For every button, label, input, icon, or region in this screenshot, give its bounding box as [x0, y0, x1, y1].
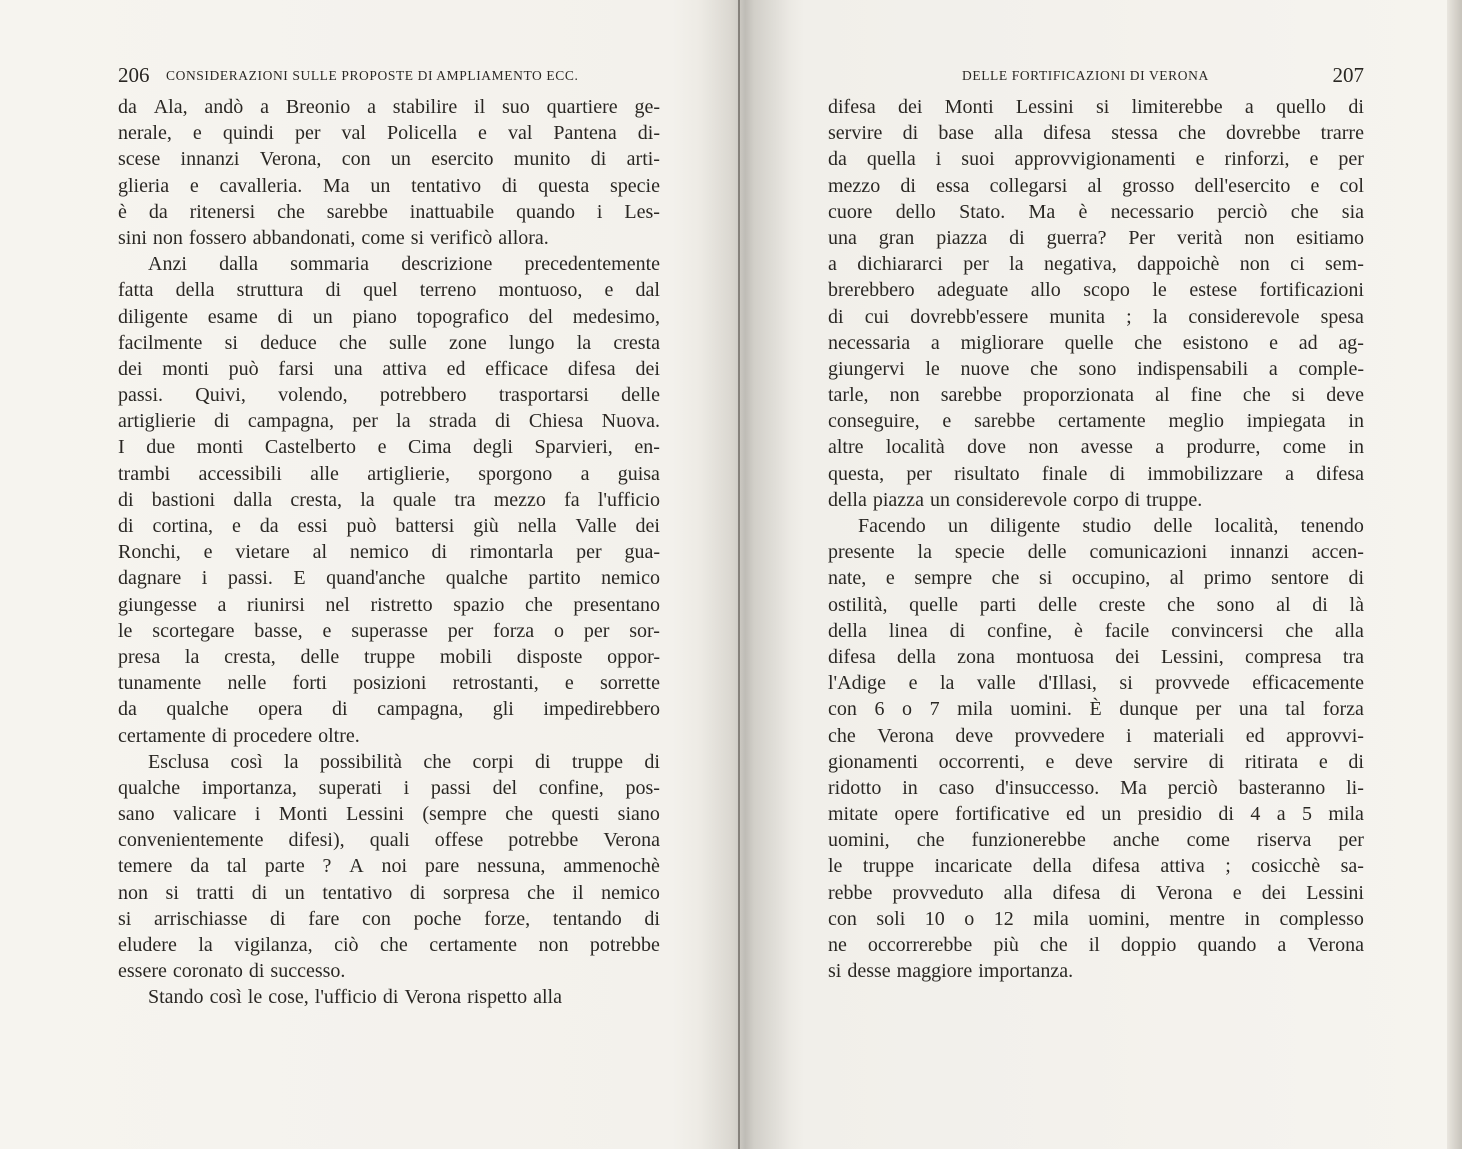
- text-line: cuore dello Stato. Ma è necessario perciò che sia: [828, 200, 1364, 223]
- text-line: conseguire, e sarebbe certamente meglio impiegata in: [828, 410, 1364, 433]
- left-page-header: [118, 63, 660, 88]
- text-line: necessaria a migliorare quelle che esistono e ad ag-: [828, 331, 1364, 354]
- text-line: da quella i suoi approvvigionamenti e rinforzi, e per: [828, 148, 1364, 171]
- text-line: diligente esame di un piano topografico del medesimo,: [118, 305, 660, 328]
- text-line: uomini, che funzionerebbe anche come riserva per: [828, 829, 1364, 852]
- text-line: altre località dove non avesse a produrre, come in: [828, 436, 1364, 459]
- right-page-header: [828, 63, 1364, 88]
- text-line: Esclusa così la possibilità che corpi di truppe di: [148, 750, 660, 773]
- text-line: a dichiararci per la negativa, dappoichè non ci sem-: [828, 253, 1364, 276]
- text-line: giungesse a riunirsi nel ristretto spazio che presentano: [118, 593, 660, 616]
- text-line: Anzi dalla sommaria descrizione precedentemente: [148, 253, 660, 276]
- text-line: difesa della zona montuosa dei Lessini, compresa tra: [828, 645, 1364, 668]
- book-gutter: [738, 0, 740, 1149]
- text-line: eludere la vigilanza, ciò che certamente non potrebbe: [118, 934, 660, 956]
- text-line: da qualche opera di campagna, gli impedirebbero: [118, 698, 660, 721]
- text-line: sini non fossero abbandonati, come si verificò allora.: [118, 226, 549, 249]
- page-edge-shadow: [1447, 0, 1462, 1149]
- text-line: convenientemente difesi), quali offese potrebbe Verona: [118, 829, 660, 852]
- text-line: è da ritenersi che sarebbe inattuabile quando i Les-: [118, 200, 660, 223]
- page-number: 207: [1332, 63, 1364, 87]
- text-line: dei monti può farsi una attiva ed efficace difesa dei: [118, 357, 660, 380]
- text-line: difesa dei Monti Lessini si limiterebbe a quello di: [828, 96, 1364, 118]
- text-line: della piazza un considerevole corpo di truppe.: [828, 488, 1203, 511]
- text-line: dagnare i passi. E quand'anche qualche partito nemico: [118, 567, 660, 590]
- text-line: Ronchi, e vietare al nemico di rimontarla per gua-: [118, 541, 660, 564]
- text-line: con 6 o 7 mila uomini. È dunque per una tal forza: [828, 698, 1364, 721]
- text-line: Stando così le cose, l'ufficio di Verona rispetto alla: [148, 986, 562, 1009]
- page-number: 206: [118, 63, 150, 87]
- text-line: con soli 10 o 12 mila uomini, mentre in complesso: [828, 907, 1364, 930]
- text-line: ostilità, quelle parti delle creste che sono al di là: [828, 593, 1364, 616]
- text-line: presa la cresta, delle truppe mobili disposte oppor-: [118, 645, 660, 668]
- text-line: trambi accessibili alle artiglierie, sporgono a guisa: [118, 462, 660, 485]
- text-line: artiglierie di campagna, per la strada di Chiesa Nuova.: [118, 410, 660, 433]
- text-line: ridotto in caso d'insuccesso. Ma perciò basteranno li-: [828, 776, 1364, 799]
- text-line: mitate opere fortificative ed un presidio di 4 a 5 mila: [828, 803, 1364, 826]
- text-line: si arrischiasse di fare con poche forze, tentando di: [118, 907, 660, 930]
- text-line: brerebbero adeguate allo scopo le estese fortificazioni: [828, 279, 1364, 302]
- text-line: non si tratti di un tentativo di sorpresa che il nemico: [118, 881, 660, 904]
- text-line: da Ala, andò a Breonio a stabilire il suo quartiere ge-: [118, 96, 660, 118]
- text-line: facilmente si deduce che sulle zone lungo la cresta: [118, 331, 660, 354]
- gutter-shadow: [700, 0, 790, 1149]
- running-head: DELLE FORTIFICAZIONI DI VERONA: [962, 68, 1209, 83]
- text-line: che Verona deve provvedere i materiali ed approvvi-: [828, 724, 1364, 747]
- text-line: le truppe incaricate della difesa attiva ; cosicchè sa-: [828, 855, 1364, 878]
- text-line: le scortegare basse, e superasse per forza o per sor-: [118, 619, 660, 642]
- text-line: sano valicare i Monti Lessini (sempre che questi siano: [118, 803, 660, 826]
- text-line: una gran piazza di guerra? Per verità non esitiamo: [828, 226, 1364, 249]
- text-line: Facendo un diligente studio delle località, tenendo: [858, 515, 1364, 537]
- text-line: presente la specie delle comunicazioni innanzi accen-: [828, 541, 1364, 564]
- text-line: di cui dovrebb'essere munita ; la considerevole spesa: [828, 305, 1364, 328]
- text-line: l'Adige e la valle d'Illasi, si provvede efficacemente: [828, 672, 1364, 695]
- text-line: rebbe provveduto alla difesa di Verona e dei Lessini: [828, 881, 1364, 904]
- text-line: nerale, e quindi per val Policella e val Pantena di-: [118, 122, 660, 145]
- text-line: scese innanzi Verona, con un esercito munito di arti-: [118, 148, 660, 171]
- text-line: essere coronato di successo.: [118, 960, 346, 983]
- running-head: CONSIDERAZIONI SULLE PROPOSTE DI AMPLIAMENTO ECC.: [166, 68, 579, 83]
- text-line: certamente di procedere oltre.: [118, 724, 360, 747]
- text-line: temere da tal parte ? A noi pare nessuna, ammenochè: [118, 855, 660, 878]
- text-line: della linea di confine, è facile convincersi che alla: [828, 619, 1364, 642]
- text-line: di bastioni dalla cresta, la quale tra mezzo fa l'ufficio: [118, 488, 660, 511]
- text-line: gionamenti occorrenti, e deve servire di ritirata e di: [828, 750, 1364, 773]
- text-line: questa, per risultato finale di immobilizzare a difesa: [828, 462, 1364, 485]
- text-line: di cortina, e da essi può battersi giù nella Valle dei: [118, 515, 660, 537]
- left-page-body: [118, 94, 660, 1011]
- text-line: mezzo di essa collegarsi al grosso dell'esercito e col: [828, 174, 1364, 197]
- text-line: qualche importanza, superati i passi del confine, pos-: [118, 776, 660, 799]
- text-line: ne occorrerebbe più che il doppio quando a Verona: [828, 934, 1364, 956]
- text-line: servire di base alla difesa stessa che dovrebbe trarre: [828, 122, 1364, 145]
- text-line: nate, e sempre che si occupino, al primo sentore di: [828, 567, 1364, 590]
- text-line: fatta della struttura di quel terreno montuoso, e dal: [118, 279, 660, 302]
- text-line: tarle, non sarebbe proporzionata al fine che si deve: [828, 384, 1364, 407]
- right-page-body: [828, 94, 1364, 984]
- text-line: glieria e cavalleria. Ma un tentativo di questa specie: [118, 174, 660, 197]
- text-line: passi. Quivi, volendo, potrebbero trasportarsi delle: [118, 384, 660, 407]
- text-line: si desse maggiore importanza.: [828, 960, 1074, 983]
- text-line: I due monti Castelberto e Cima degli Sparvieri, en-: [118, 436, 660, 459]
- text-line: tunamente nelle forti posizioni retrostanti, e sorrette: [118, 672, 660, 695]
- text-line: giungervi le nuove che sono indispensabili a comple-: [828, 357, 1364, 380]
